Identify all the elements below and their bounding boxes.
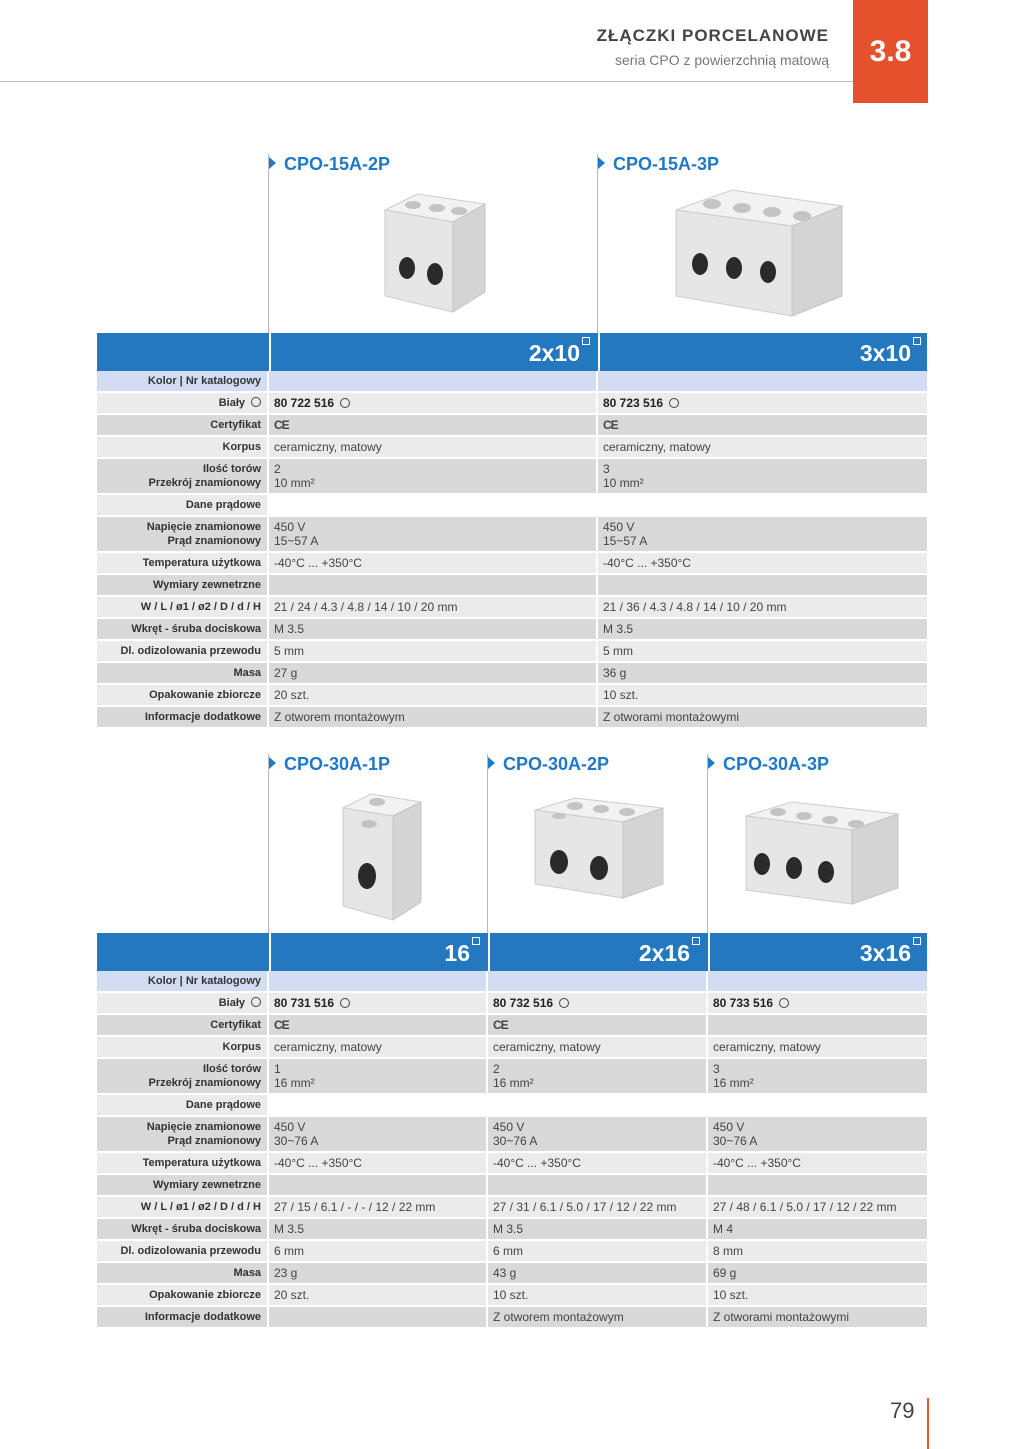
table-row: Certyfikat CE CE — [97, 1015, 927, 1037]
size-header: 16 — [269, 933, 488, 971]
table-row: Wymiary zewnetrzne — [97, 1175, 927, 1197]
table-header-band — [97, 933, 927, 971]
square-icon — [692, 937, 700, 945]
size-header: 2x16 — [488, 933, 708, 971]
table-row: Dane prądowe — [97, 495, 927, 517]
connector-2p-photo — [529, 794, 669, 904]
table-row: Biały 80 722 516 80 723 516 — [97, 393, 927, 415]
circle-icon — [340, 398, 350, 408]
table-row: W / L / ø1 / ø2 / D / d / H 21 / 24 / 4.3 / 4.8 / 14 / 10 / 20 mm 21 / 36 / 4.3 / 4.8 / 14 / 10 / 20 mm — [97, 597, 927, 619]
table-row: Wymiary zewnetrzne — [97, 575, 927, 597]
triangle-bullet-icon — [269, 757, 276, 769]
table-row: Informacje dodatkowe Z otworem montażowym Z otworami montażowymi — [97, 1307, 927, 1329]
table-row: Dane prądowe — [97, 1095, 927, 1117]
section-number: 3.8 — [869, 34, 912, 68]
table-row: Kolor | Nr katalogowy — [97, 971, 927, 993]
square-icon — [472, 937, 480, 945]
table-row: Informacje dodatkowe Z otworem montażowym Z otworami montażowymi — [97, 707, 927, 729]
table-row: Wkręt - śruba dociskowa M 3.5 M 3.5 M 4 — [97, 1219, 927, 1241]
table-row: Ilość torów Przekrój znamionowy 1 16 mm² 2 16 mm² 3 16 mm² — [97, 1059, 927, 1095]
circle-icon — [559, 998, 569, 1008]
ce-mark-icon: CE — [493, 1018, 508, 1032]
column-divider — [707, 754, 708, 934]
page-number-accent-line — [927, 1398, 929, 1449]
size-header: 2x10 — [269, 333, 598, 371]
triangle-bullet-icon — [708, 757, 715, 769]
header-divider — [0, 81, 853, 82]
table-row: Wkręt - śruba dociskowa M 3.5 M 3.5 — [97, 619, 927, 641]
product-title: CPO-30A-2P — [488, 754, 609, 775]
section-number-badge — [853, 0, 928, 103]
table-row: Korpus ceramiczny, matowy ceramiczny, matowy ceramiczny, matowy — [97, 1037, 927, 1059]
product-title: CPO-15A-3P — [598, 154, 719, 175]
circle-icon — [251, 397, 261, 407]
ce-mark-icon: CE — [274, 418, 289, 432]
connector-2p-photo — [367, 188, 497, 323]
connector-1p-photo — [337, 788, 427, 928]
product-title: CPO-15A-2P — [269, 154, 390, 175]
table-row: Temperatura użytkowa -40°C ... +350°C -40°C ... +350°C — [97, 553, 927, 575]
column-divider — [268, 154, 269, 334]
table-row: Dl. odizolowania przewodu 6 mm 6 mm 8 mm — [97, 1241, 927, 1263]
table-row: Napięcie znamionowe Prąd znamionowy 450 V 15~57 A 450 V 15~57 A — [97, 517, 927, 553]
table-row: Certyfikat CE CE — [97, 415, 927, 437]
table-row: Temperatura użytkowa -40°C ... +350°C -40°C ... +350°C -40°C ... +350°C — [97, 1153, 927, 1175]
product-section-cpo-15a — [97, 152, 927, 732]
table-row: Masa 27 g 36 g — [97, 663, 927, 685]
triangle-bullet-icon — [488, 757, 495, 769]
table-header-band — [97, 333, 927, 371]
circle-icon — [340, 998, 350, 1008]
header-subtitle: seria CPO z powierzchnią matową — [615, 52, 829, 68]
square-icon — [582, 337, 590, 345]
table-row: Ilość torów Przekrój znamionowy 2 10 mm² 3 10 mm² — [97, 459, 927, 495]
product-section-cpo-30a — [97, 752, 927, 1342]
table-row: W / L / ø1 / ø2 / D / d / H 27 / 15 / 6.1 / - / - / 12 / 22 mm 27 / 31 / 6.1 / 5.0 / 17 / 12 / 22 mm 27 / 48 / 6.1 / 5.0 / 17 / 12 / 22 mm — [97, 1197, 927, 1219]
table-row: Korpus ceramiczny, matowy ceramiczny, matowy — [97, 437, 927, 459]
column-divider — [268, 754, 269, 934]
ce-mark-icon: CE — [274, 1018, 289, 1032]
product-title: CPO-30A-3P — [708, 754, 829, 775]
size-header: 3x10 — [598, 333, 929, 371]
table-row: Napięcie znamionowe Prąd znamionowy 450 V 30~76 A 450 V 30~76 A 450 V 30~76 A — [97, 1117, 927, 1153]
spec-table — [97, 333, 927, 729]
spec-table — [97, 933, 927, 1329]
circle-icon — [669, 398, 679, 408]
table-row: Opakowanie zbiorcze 20 szt. 10 szt. — [97, 685, 927, 707]
connector-3p-photo — [672, 186, 852, 321]
square-icon — [913, 337, 921, 345]
connector-3p-photo — [742, 798, 902, 908]
circle-icon — [251, 997, 261, 1007]
product-title: CPO-30A-1P — [269, 754, 390, 775]
column-divider — [597, 154, 598, 334]
table-row: Kolor | Nr katalogowy — [97, 371, 927, 393]
circle-icon — [779, 998, 789, 1008]
table-row: Biały 80 731 516 80 732 516 80 733 516 — [97, 993, 927, 1015]
header-title: ZŁĄCZKI PORCELANOWE — [596, 26, 829, 45]
square-icon — [913, 937, 921, 945]
page-number: 79 — [890, 1398, 915, 1423]
table-row: Opakowanie zbiorcze 20 szt. 10 szt. 10 szt. — [97, 1285, 927, 1307]
table-row: Dl. odizolowania przewodu 5 mm 5 mm — [97, 641, 927, 663]
size-header: 3x16 — [708, 933, 929, 971]
triangle-bullet-icon — [269, 157, 276, 169]
table-row: Masa 23 g 43 g 69 g — [97, 1263, 927, 1285]
triangle-bullet-icon — [598, 157, 605, 169]
ce-mark-icon: CE — [603, 418, 618, 432]
column-divider — [487, 754, 488, 934]
